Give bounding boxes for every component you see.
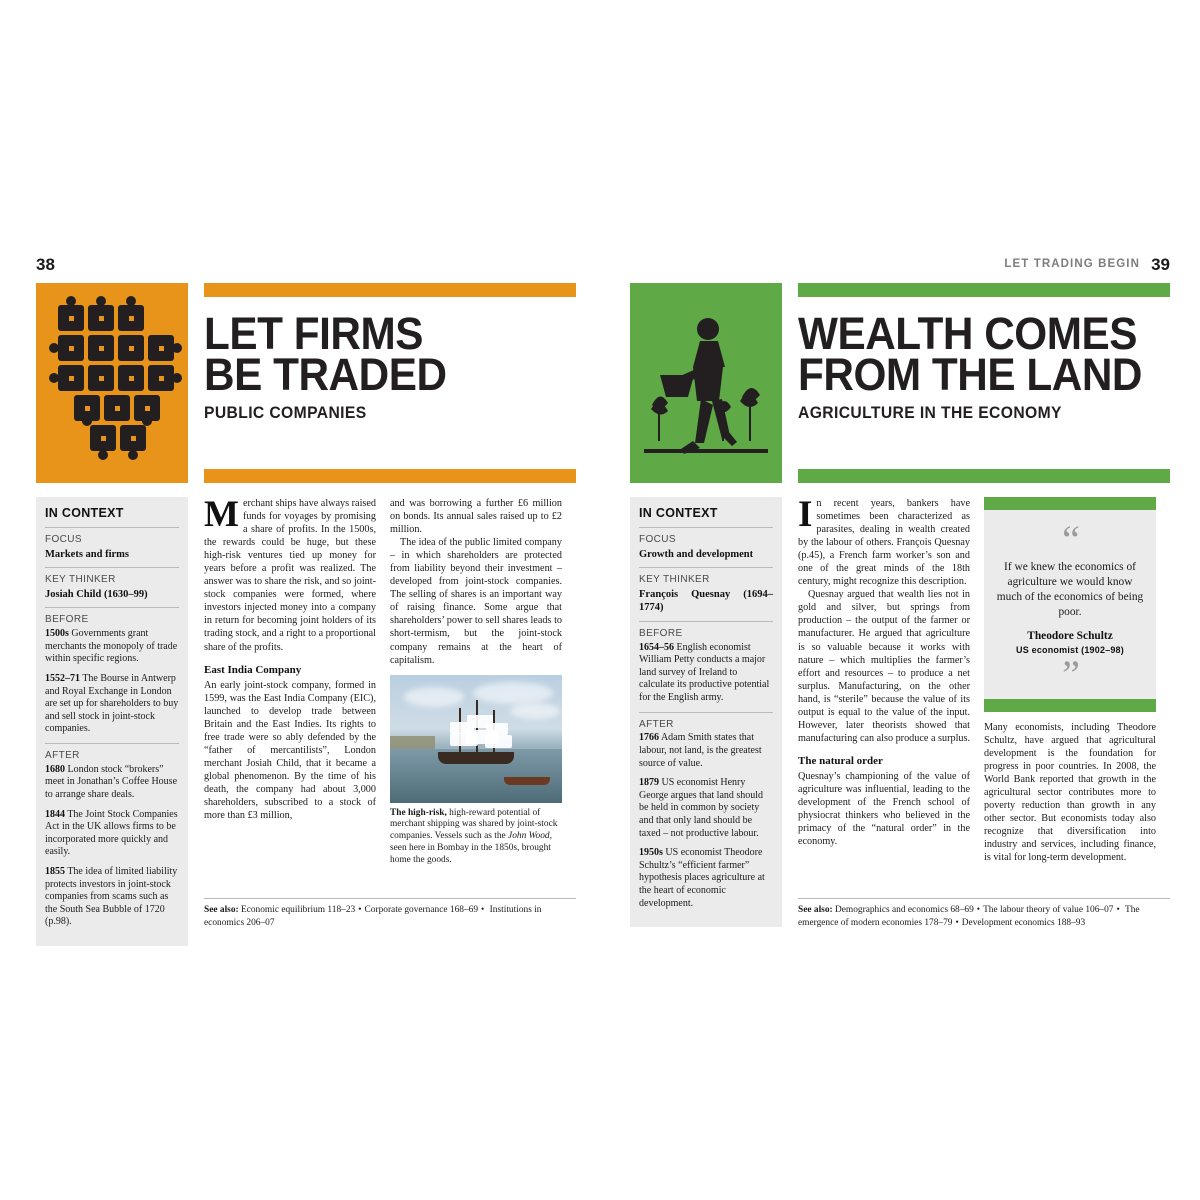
after-item (639, 847, 773, 910)
key-thinker-value-right: François Quesnay (1694–1774) (639, 589, 773, 614)
right-title-block (630, 283, 1170, 483)
see-also-label-right: See also: (798, 905, 833, 916)
after-item-year: 1879 (639, 777, 659, 789)
left-columns (36, 494, 576, 935)
left-title-line2: BE TRADED (204, 349, 447, 401)
quote-top-rule (984, 497, 1156, 510)
left-in-context-panel (36, 497, 188, 946)
jigsaw-puzzle-artwork (36, 283, 188, 483)
left-title-bottom-rule (204, 469, 576, 483)
right-in-context-panel (630, 497, 782, 927)
after-item (639, 732, 773, 770)
divider (45, 567, 179, 568)
drop-cap-left: M (204, 494, 239, 535)
see-also-label-left: See also: (204, 905, 239, 916)
quote-author-role: US economist (1902–98) (1016, 645, 1124, 656)
right-body-paragraph-4: Many economists, including Theodore Schultz, have argued that agricultural development is the foundation for progress in poor countries. In 2008, the World Bank reported that growth in the agricultural sector contributes more to poverty reduction than growth in any other sector. But economists today also recognize that diversification into industry and services, including finance, is vital for long-term development. (984, 721, 1156, 864)
after-item (45, 764, 179, 802)
focus-value-right: Growth and development (639, 548, 754, 560)
page-number-right: 39 (1151, 255, 1170, 274)
right-title-top-rule (798, 283, 1170, 297)
pull-quote (984, 497, 1156, 712)
focus-value-left: Markets and firms (45, 548, 129, 560)
key-thinker-value-left: Josiah Child (1630–99) (45, 589, 148, 601)
after-item-text: The Joint Stock Companies Act in the UK allows firms to be incorporated more quickly and easily. (45, 808, 178, 858)
divider (45, 743, 179, 744)
left-page-subtitle: PUBLIC COMPANIES (204, 403, 367, 422)
before-item (45, 628, 179, 666)
right-title-line2: FROM THE LAND (798, 349, 1143, 401)
left-page (36, 255, 576, 935)
jigsaw-puzzle-icon (36, 283, 188, 483)
key-thinker-label-left: KEY THINKER (45, 574, 116, 586)
see-also-entry[interactable]: Corporate governance 168–69 (364, 905, 479, 916)
caption-rest: high-reward potential of merchant shipping was shared by joint-stock companies. Vessels such as the (390, 807, 558, 842)
left-title-block (36, 283, 576, 483)
before-item-year: 1654–56 (639, 641, 674, 653)
right-body-p1-text: n recent years, bankers have sometimes been characterized as parasites, dealing in wealth created by the labour of others. François Quesnay (p.45), a French farm worker’s son and one of the great minds of the 18th century, might recognize this description. (798, 498, 970, 588)
quote-open-mark: “ (1062, 517, 1078, 562)
right-subheading: The natural order (798, 754, 883, 767)
tall-ship-painting (390, 675, 562, 803)
divider (639, 527, 773, 528)
see-also-entry[interactable]: The labour theory of value 106–07 (983, 905, 1114, 916)
left-body-column-b (390, 497, 562, 867)
right-title-area (798, 283, 1170, 483)
left-title-area (204, 283, 576, 483)
after-item (45, 866, 179, 929)
left-subheading: East India Company (204, 663, 302, 676)
caption-tail: seen here in Bombay in the 1850s, brought home the goods. (390, 843, 551, 865)
drop-cap-right: I (798, 494, 813, 535)
right-columns (630, 494, 1170, 935)
left-body-p1-text: erchant ships have always raised funds for voyages by promising a share of profits. In the 1500s, the rewards could be huge, but these high-risk ventures tied up money for years before a profit was realized. The answer was to share the risk, and so joint-stock companies were formed, where investors injected money into a company in return for becoming joint holders of its trading stock, and a right to a proportional share of the profits. (204, 498, 377, 653)
left-body-paragraph-2: An early joint-stock company, formed in 1599, was the East India Company (EIC), launched to develop trade between Britain and the East Indies. Its rights to free trade were so ably defended by the “father of mercantilists”, London merchant Josiah Child, that it became a global phenomenon. By the time of his death, the company had about 3,000 shareholders, subscribed to a stock of more than £3 million, (204, 679, 376, 822)
after-item-year: 1855 (45, 865, 65, 877)
in-context-heading-right: IN CONTEXT (639, 506, 718, 520)
left-title-line1: LET FIRMS (204, 308, 424, 359)
focus-label-right: FOCUS (639, 534, 676, 545)
divider (639, 621, 773, 622)
left-body-paragraph-1 (204, 494, 377, 654)
in-context-heading-left: IN CONTEXT (45, 506, 124, 520)
key-thinker-label-right: KEY THINKER (639, 574, 710, 586)
right-see-also: See also: Demographics and economics 68–69 • The labour theory of value 106–07 • The emergence of modern economies 178–79 • Development economics 188–93 (798, 898, 1170, 929)
see-also-entry[interactable]: Development economics 188–93 (961, 917, 1086, 928)
after-label-right: AFTER (639, 718, 674, 730)
right-page (630, 255, 1170, 935)
figure-caption-left (390, 808, 562, 867)
after-label-left: AFTER (45, 750, 80, 762)
divider (45, 607, 179, 608)
after-item-text: London stock “brokers” meet in Jonathan’s Coffee House to arrange share deals. (45, 763, 178, 800)
before-item (45, 673, 179, 736)
right-body-column-a (798, 494, 970, 848)
caption-lead: The high-risk, (390, 807, 447, 818)
right-body-paragraph-1 (798, 494, 970, 588)
see-also-entry[interactable]: Economic equilibrium 118–23 (240, 905, 356, 916)
see-also-entry[interactable]: The emergence of modern economies 178–79 (798, 905, 1140, 928)
left-body-paragraph-4: The idea of the public limited company – in which shareholders are protected from liability beyond their investment – developed from joint-stock companies. The selling of shares is an important way of raising finance. Some argue that shareholders’ power to sell shares leads to short-termism, but the joint-stock company remains at the heart of capitalism. (390, 537, 562, 666)
left-body-paragraph-3: and was borrowing a further £6 million on bonds. Its annual sales raised up to £2 million. (390, 498, 562, 536)
after-item-year: 1844 (45, 808, 65, 820)
see-also-entry[interactable]: Demographics and economics 68–69 (834, 905, 974, 916)
after-item-year: 1766 (639, 732, 659, 744)
caption-italic: John Wood, (508, 831, 552, 842)
after-item-year: 1680 (45, 763, 65, 775)
farmer-sowing-icon (630, 283, 782, 483)
right-title-line1: WEALTH COMES (798, 308, 1138, 359)
divider (798, 898, 1170, 899)
after-item-text: The idea of limited liability protects investors in joint-stock companies from scams such as the South Sea Bubble of 1720 (p.98). (45, 865, 178, 928)
before-label-right: BEFORE (639, 627, 683, 639)
before-item-text: The Bourse in Antwerp and Royal Exchange in London are set up for shareholders to buy and sell stock in joint-stock companies. (45, 673, 179, 735)
divider (639, 712, 773, 713)
before-item-text: English economist William Petty conducts a major land survey of Ireland to calculate its productive potential for the English army. (639, 641, 770, 704)
quote-author: Theodore Schultz (1027, 629, 1113, 642)
after-item-text: US economist Henry George argues that land should be held in common by society and that only land should be taxed – not productive labour. (639, 777, 764, 839)
left-body-column-a (204, 494, 377, 822)
quote-bottom-rule (984, 699, 1156, 712)
before-item-year: 1552–71 (45, 673, 80, 685)
ship-figure (390, 675, 562, 867)
right-body-paragraph-2: Quesnay argued that wealth lies not in gold and silver, but springs from production – the output of the farmer or manufacturer. He argued that agriculture is so valuable because it works with nature – which multiplies the farmer’s effort and resources – to produce a net surplus. Manufacturing, on the other hand, is “sterile” because the value of its output is equal to the value of the input. However, later theorists showed that manufacturing can also produce a surplus. (798, 589, 970, 744)
before-item-text: Governments grant merchants the monopoly of trade within specific regions. (45, 628, 178, 665)
quote-close-mark: ” (1062, 651, 1078, 697)
farmer-sowing-artwork (630, 283, 782, 483)
after-item (639, 777, 773, 840)
quote-body (984, 510, 1156, 699)
before-item (639, 642, 773, 705)
right-page-header (630, 255, 1170, 281)
after-item-text: Adam Smith states that labour, not land, is the greatest source of value. (639, 732, 762, 769)
right-page-subtitle: AGRICULTURE IN THE ECONOMY (798, 403, 1062, 422)
left-see-also: See also: Economic equilibrium 118–23 • Corporate governance 168–69 • Institutions in economics 206–07 (204, 898, 576, 929)
right-page-title (798, 308, 1148, 401)
before-item-year: 1500s (45, 628, 69, 640)
divider (204, 898, 576, 899)
before-label-left: BEFORE (45, 614, 89, 626)
left-page-title (204, 308, 554, 401)
right-body-paragraph-3: Quesnay’s championing of the value of agriculture was influential, leading to the development of the French school of physiocrat thinkers who believed in the primacy of the “natural order” in the economy. (798, 770, 970, 848)
divider (45, 527, 179, 528)
after-item (45, 809, 179, 859)
left-page-header (36, 255, 576, 281)
see-also-entry[interactable]: Institutions in economics 206–07 (204, 905, 542, 928)
quote-text: If we knew the economics of agriculture we would know much of the economics of being poor. (996, 561, 1144, 619)
page-number-left: 38 (36, 255, 55, 274)
running-head: LET TRADING BEGIN (1004, 258, 1140, 270)
right-body-column-b (984, 497, 1156, 874)
after-item-text: US economist Theodore Schultz’s “efficient farmer” hypothesis places agriculture at the heart of economic development. (639, 847, 765, 909)
after-item-year: 1950s (639, 847, 663, 859)
divider (639, 567, 773, 568)
focus-label-left: FOCUS (45, 534, 82, 545)
left-title-top-rule (204, 283, 576, 297)
right-title-bottom-rule (798, 469, 1170, 483)
